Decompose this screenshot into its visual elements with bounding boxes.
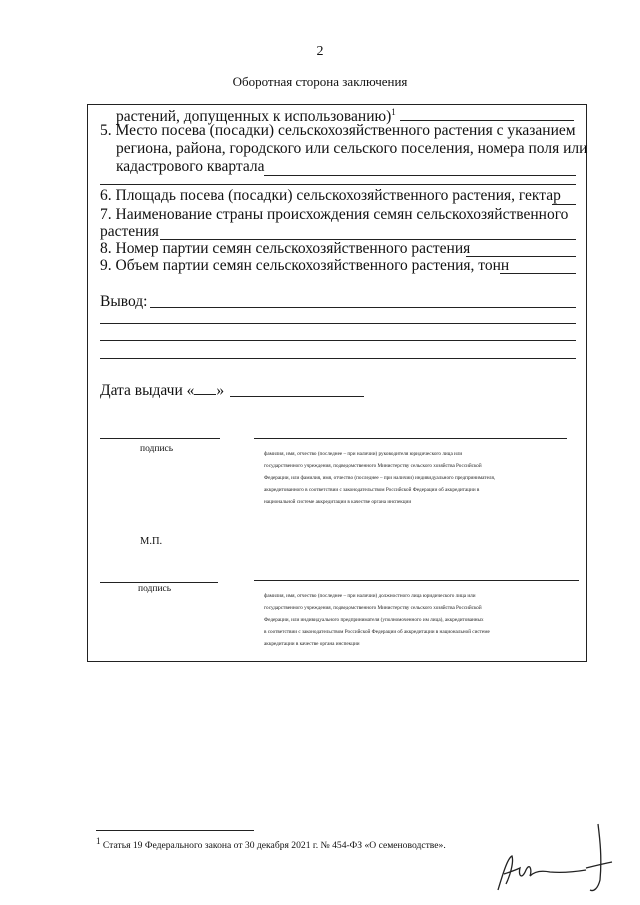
signature-line-2[interactable] bbox=[100, 582, 218, 583]
conclusion-line-4[interactable] bbox=[100, 358, 576, 359]
signatory-description-2 bbox=[264, 590, 576, 650]
footnote-separator bbox=[96, 830, 254, 831]
issue-date bbox=[100, 380, 224, 400]
item-9-text: 9. Объем партии семян сельскохозяйственного растения, тонн bbox=[100, 257, 510, 274]
item-5-line2: региона, района, городского или сельского поселения, номера поля или bbox=[116, 140, 588, 157]
page-number: 2 bbox=[316, 44, 324, 59]
desc-2-line-4: в соответствии с законодательством Российской Федерации об аккредитации в национальной системе bbox=[264, 629, 490, 635]
item-5-fill-line[interactable] bbox=[264, 175, 576, 176]
signature-caption-2: подпись bbox=[138, 584, 172, 594]
desc-1-line-4: аккредитованного в соответствии с законодательством Российской Федерации об аккредитации в bbox=[264, 487, 480, 493]
conclusion-line-1[interactable] bbox=[150, 307, 576, 308]
signatory-description-1 bbox=[264, 448, 564, 508]
desc-1-line-1: фамилия, имя, отчество (последнее – при наличии) руководителя юридического лица или bbox=[264, 451, 463, 457]
footnote-mark: 1 bbox=[96, 836, 101, 846]
item-9-fill-line[interactable] bbox=[500, 273, 576, 274]
item-6-fill-line[interactable] bbox=[552, 204, 576, 205]
handwritten-signature bbox=[490, 810, 620, 900]
conclusion-line-2[interactable] bbox=[100, 323, 576, 324]
conclusion-line-3[interactable] bbox=[100, 340, 576, 341]
desc-2-line-2: государственного учреждения, подведомственного Министерству сельского хозяйства Российской bbox=[264, 605, 482, 611]
issue-date-quote: » bbox=[216, 382, 225, 399]
desc-1-line-5: национальной системе аккредитации в качестве органа инспекции bbox=[264, 499, 412, 505]
item-7-line1: 7. Наименование страны происхождения семян сельскохозяйственного bbox=[100, 206, 569, 223]
name-line-1[interactable] bbox=[254, 438, 567, 439]
desc-1-line-2: государственного учреждения, подведомственного Министерству сельского хозяйства Российской bbox=[264, 463, 482, 469]
desc-2-line-3: Федерации, или индивидуального предпринимателя (уполномоченного им лица), аккредитованных bbox=[264, 617, 484, 623]
issue-date-label: Дата выдачи « bbox=[100, 382, 195, 399]
item-5-line1: 5. Место посева (посадки) сельскохозяйственного растения с указанием bbox=[100, 122, 576, 139]
issue-day-field[interactable] bbox=[194, 380, 216, 395]
desc-2-line-1: фамилия, имя, отчество (последнее – при наличии) должностного лица юридического лица или bbox=[264, 593, 476, 599]
footnote-text: Статья 19 Федерального закона от 30 декабря 2021 г. № 454-ФЗ «О семеноводстве». bbox=[102, 840, 446, 852]
conclusion-label: Вывод: bbox=[100, 293, 148, 310]
item-8-text: 8. Номер партии семян сельскохозяйственного растения bbox=[100, 240, 471, 257]
item-5-line3: кадастрового квартала bbox=[116, 158, 265, 175]
desc-2-line-5: аккредитации в качестве органа инспекции bbox=[264, 641, 360, 647]
issue-month-year-field[interactable] bbox=[230, 396, 364, 397]
signature-line-1[interactable] bbox=[100, 438, 220, 439]
desc-1-line-3: Федерации, или фамилия, имя, отчество (последнее – при наличии) индивидуального предпринимателя, bbox=[264, 475, 496, 481]
name-line-2[interactable] bbox=[254, 580, 579, 581]
item-5-fill-line-2[interactable] bbox=[100, 184, 576, 185]
footnote bbox=[96, 836, 446, 851]
signature-caption-1: подпись bbox=[140, 444, 174, 454]
item-7-line2: растения bbox=[100, 223, 159, 240]
stamp-label: М.П. bbox=[140, 536, 163, 547]
item-6-text: 6. Площадь посева (посадки) сельскохозяйственного растения, гектар bbox=[100, 187, 561, 204]
item-4-fill-line[interactable] bbox=[400, 120, 574, 121]
section-title: Оборотная сторона заключения bbox=[232, 74, 408, 89]
item-4-text: растений, допущенных к использованию) bbox=[116, 108, 392, 126]
footnote-ref: 1 bbox=[391, 107, 396, 117]
